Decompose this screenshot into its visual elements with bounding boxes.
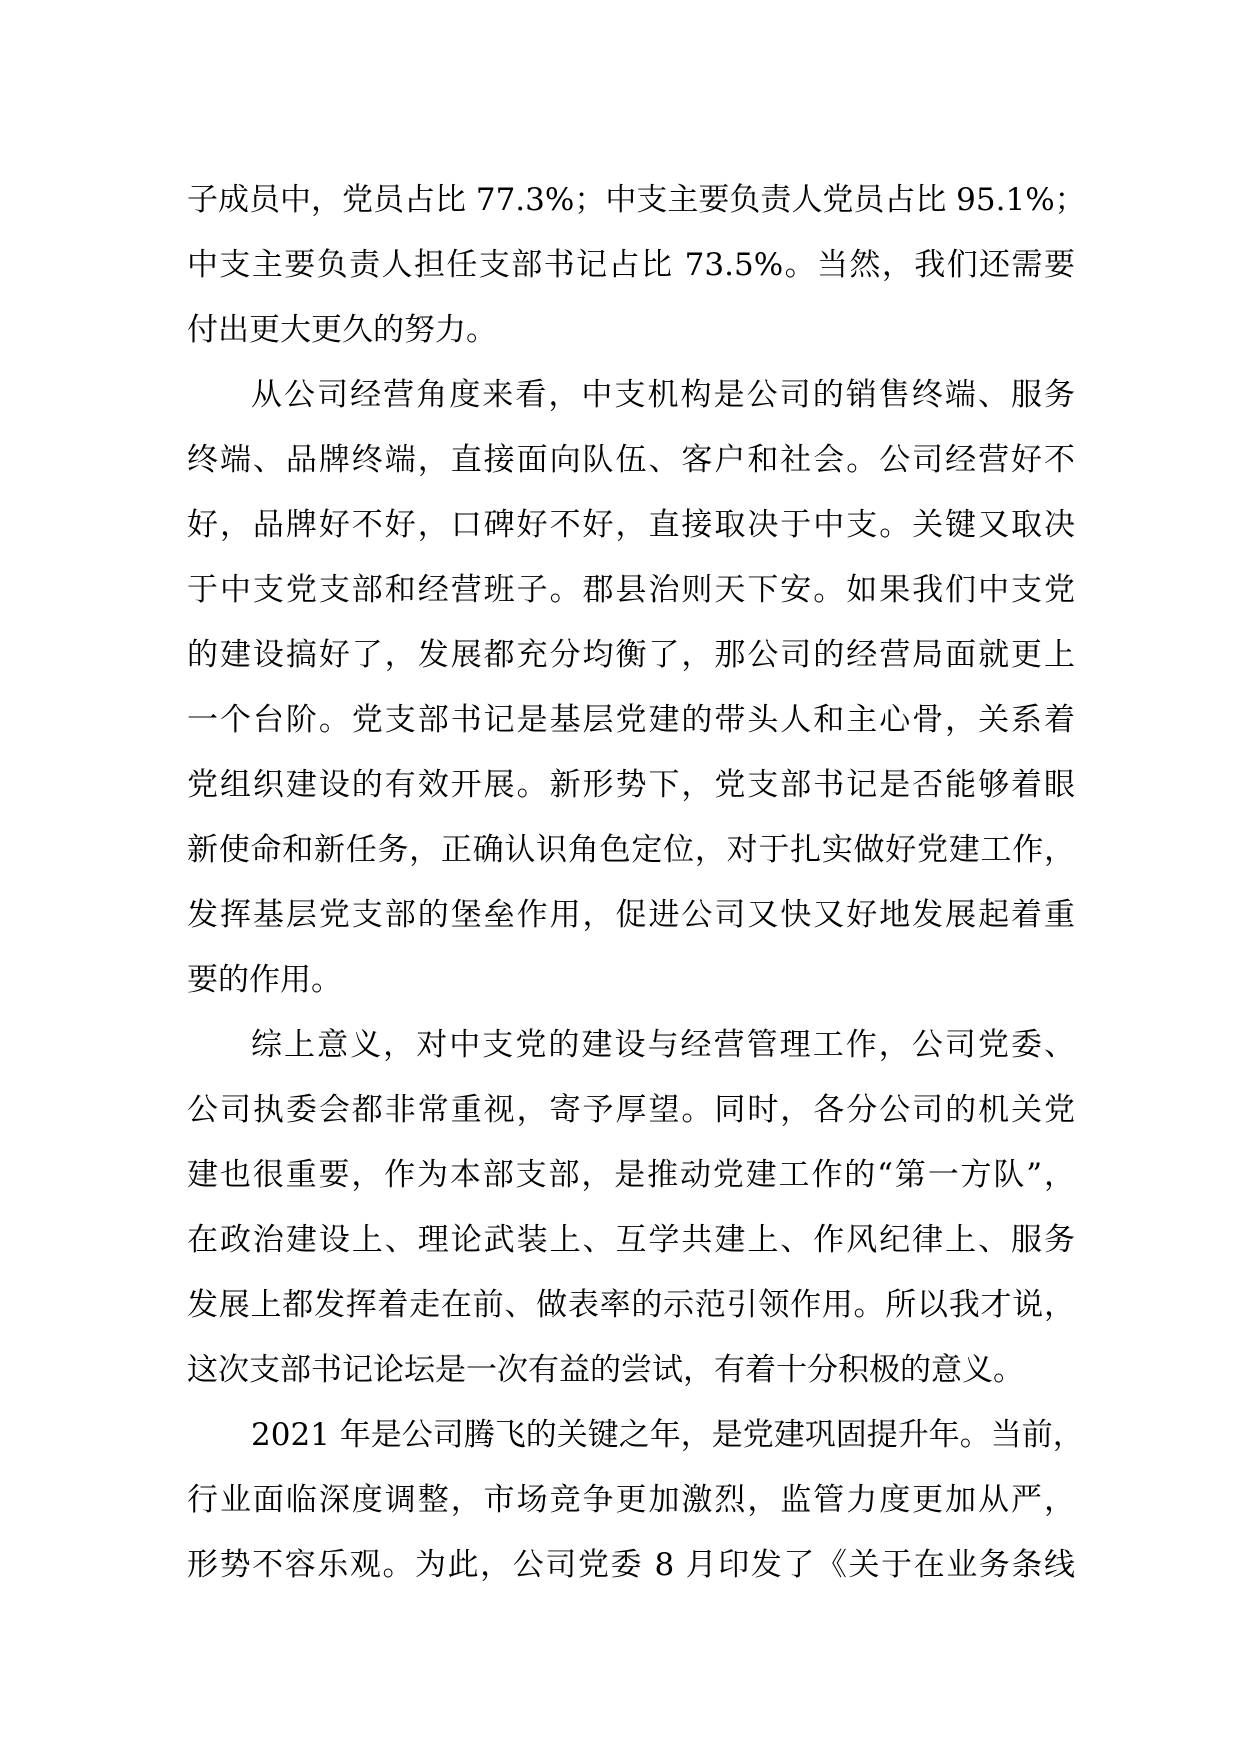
text-line: 子成员中，党员占比 77.3%；中支主要负责人党员占比 95.1%；: [187, 182, 1086, 218]
text-line: 好，品牌好不好，口碑好不好，直接取决于中支。关键又取决: [187, 507, 1075, 543]
document-body: [187, 168, 1086, 1598]
text-line: 形势不容乐观。为此，公司党委 8 月印发了《关于在业务条线: [187, 1547, 1075, 1583]
text-line: 公司执委会都非常重视，寄予厚望。同时，各分公司的机关党: [187, 1092, 1075, 1128]
paragraph-3: [187, 1013, 1075, 1403]
text-line: 从公司经营角度来看，中支机构是公司的销售终端、服务: [251, 377, 1075, 413]
text-line: 付出更大更久的努力。: [187, 312, 497, 348]
paragraph-4: [187, 1403, 1084, 1598]
text-line: 终端、品牌终端，直接面向队伍、客户和社会。公司经营好不: [187, 442, 1075, 478]
text-line: 2021 年是公司腾飞的关键之年，是党建巩固提升年。当前，: [251, 1417, 1084, 1453]
text-line: 一个台阶。党支部书记是基层党建的带头人和主心骨，关系着: [187, 702, 1075, 738]
text-line: 中支主要负责人担任支部书记占比 73.5%。当然，我们还需要: [187, 247, 1075, 283]
text-line: 综上意义，对中支党的建设与经营管理工作，公司党委、: [251, 1027, 1075, 1063]
text-line: 党组织建设的有效开展。新形势下，党支部书记是否能够着眼: [187, 767, 1075, 803]
text-line: 行业面临深度调整，市场竞争更加激烈，监管力度更加从严，: [187, 1482, 1075, 1518]
text-line: 这次支部书记论坛是一次有益的尝试，有着十分积极的意义。: [187, 1352, 1024, 1388]
text-line: 新使命和新任务，正确认识角色定位，对于扎实做好党建工作，: [187, 832, 1075, 868]
paragraph-1: [187, 168, 1086, 363]
text-line: 要的作用。: [187, 962, 342, 998]
paragraph-2: [187, 363, 1075, 1013]
text-line: 的建设搞好了，发展都充分均衡了，那公司的经营局面就更上: [187, 637, 1075, 673]
text-line: 在政治建设上、理论武装上、互学共建上、作风纪律上、服务: [187, 1222, 1075, 1258]
text-line: 发展上都发挥着走在前、做表率的示范引领作用。所以我才说，: [187, 1287, 1075, 1323]
text-line: 发挥基层党支部的堡垒作用，促进公司又快又好地发展起着重: [187, 897, 1075, 933]
text-line: 于中支党支部和经营班子。郡县治则天下安。如果我们中支党: [187, 572, 1075, 608]
text-line: 建也很重要，作为本部支部，是推动党建工作的“第一方队”，: [187, 1157, 1075, 1193]
